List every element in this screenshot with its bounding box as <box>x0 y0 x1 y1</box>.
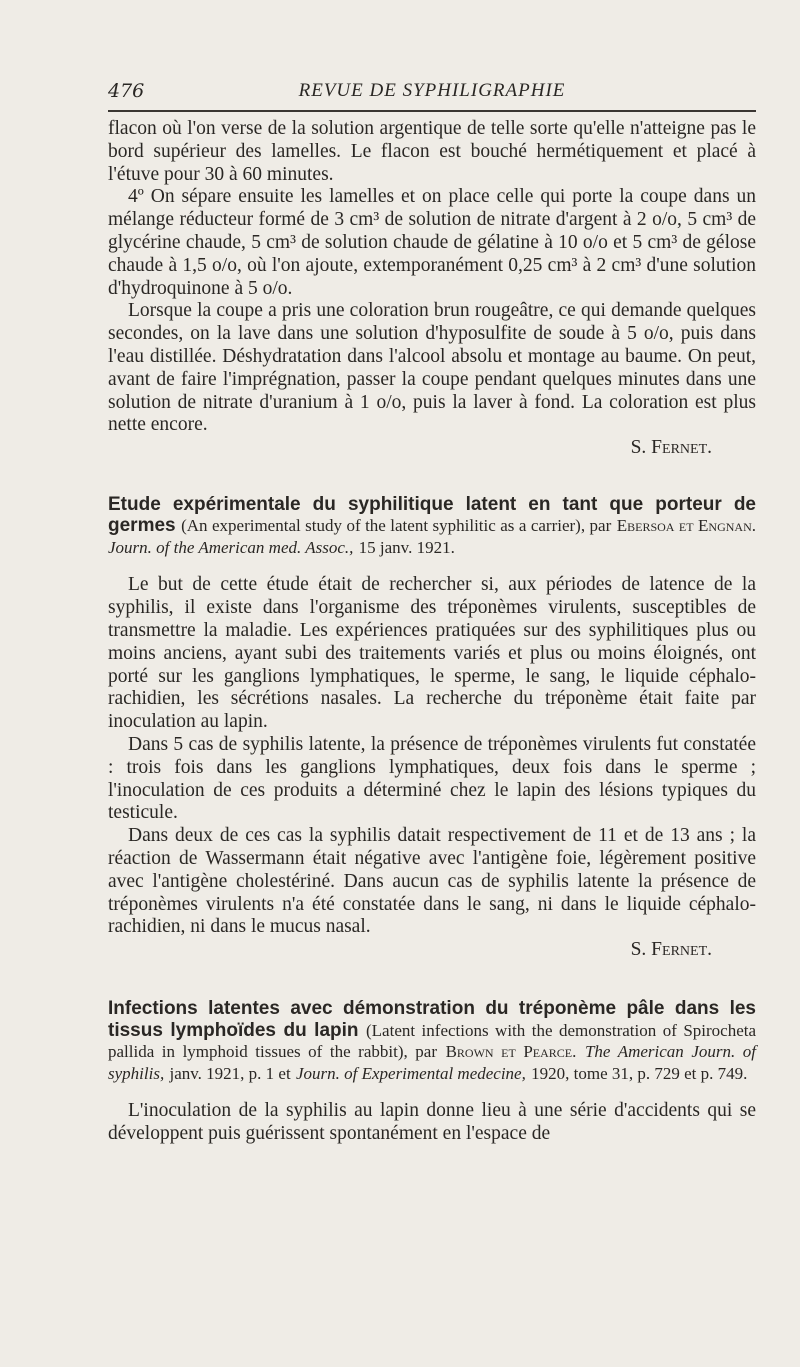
article-authors: Brown et Pearce. <box>445 1042 577 1061</box>
paragraph: 4º On sépare ensuite les lamelles et on place celle qui porte la coupe dans un mélange réducteur formé de 3 cm³ de solution de nitrate d'argent à 2 o/o, 5 cm³ de glycérine chaude, 5 cm³ de solution chaude de gélatine à 10 o/o et 5 cm³ de gélose chaude à 1,5 o/o, où l'on ajoute, extemporanément 0,25 cm³ à 2 cm³ d'une solution d'hydroquinone à 5 o/o. <box>108 186 756 299</box>
article-date: 15 janv. 1921. <box>358 537 455 557</box>
page-header <box>108 74 756 112</box>
article-heading <box>108 998 756 1084</box>
article-heading <box>108 494 756 559</box>
article-authors: Ebersoa et Engnan. <box>616 516 756 536</box>
page-body <box>108 118 756 1146</box>
paragraph: Le but de cette étude était de rechercher si, aux périodes de latence de la syphilis, il existe dans l'organisme des tréponèmes virulents, susceptibles de transmettre la maladie. Les expériences pratiquées sur des syphilitiques plus ou moins anciens, ayant subi des traitements variés et plus ou moins éloignés, ont porté sur les ganglions lymphatiques, le sperme, le sang, le liquide céphalo-rachidien, les sécrétions nasales. La recherche du tréponème était faite par inoculation au lapin. <box>108 574 756 733</box>
article-title: Etude expérimentale du syphilitique latent en tant que porteur de germes <box>108 493 756 537</box>
journal-name: The American Journ. of syphilis, <box>108 1042 757 1083</box>
running-head: REVUE DE SYPHILIGRAPHIE <box>298 80 566 101</box>
journal-name: Journ. of the American med. Assoc., <box>108 537 354 557</box>
signature-line <box>108 939 756 962</box>
paragraph: Dans 5 cas de syphilis latente, la présence de tréponèmes virulents fut constatée : trois fois dans les ganglions lymphatiques, deux fois dans le sperme ; l'inoculation de ces produits a déterminé chez le lapin des lésions typiques du testicule. <box>108 734 756 824</box>
article-title: Infections latentes avec démonstration du tréponème pâle dans les tissus lymphoïdes du lapin <box>108 998 756 1041</box>
paragraph: Lorsque la coupe a pris une coloration brun rougeâtre, ce qui demande quelques secondes, on la lave dans une solution d'hyposulfite de soude à 5 o/o, puis dans l'eau distillée. Déshydratation dans l'alcool absolu et montage au baume. On peut, avant de faire l'imprégnation, passer la coupe pendant quelques minutes dans une solution de nitrate d'uranium à 1 o/o, puis la laver à fond. La coloration est plus nette encore. <box>108 300 756 436</box>
spacer <box>108 1084 756 1100</box>
signature-line <box>108 437 756 460</box>
paragraph: flacon où l'on verse de la solution argentique de telle sorte qu'elle n'atteigne pas le bord supérieur des lamelles. Le flacon est bouché hermétiquement et placé à l'étuve pour 30 à 60 minutes. <box>108 118 756 185</box>
article-reference: (Latent infections with the demonstration of Spirocheta pallida in lymphoid tissues of the rabbit), par <box>108 1020 757 1061</box>
journal-name: Journ. of Experimental medecine, <box>295 1063 526 1083</box>
spacer <box>108 558 756 574</box>
article-reference: janv. 1921, p. 1 et <box>169 1063 291 1083</box>
article-reference: 1920, tome 31, p. 729 et p. 749. <box>531 1063 748 1083</box>
article-reference: (An experimental study of the latent syphilitic as a carrier), par <box>181 516 612 536</box>
page-number: 476 <box>108 80 145 102</box>
paragraph: L'inoculation de la syphilis au lapin donne lieu à une série d'accidents qui se développent puis guérissent spontanément en l'espace de <box>108 1100 756 1144</box>
paragraph: Dans deux de ces cas la syphilis datait respectivement de 11 et de 13 ans ; la réaction de Wassermann était négative avec l'antigène foie, légèrement positive avec l'antigène cholestériné. Dans aucun cas de syphilis latente la présence de tréponèmes virulents n'a été constatée dans le sang, ni dans le liquide céphalo-rachidien, ni dans le mucus nasal. <box>108 825 756 938</box>
author-signature: S. Fernet. <box>630 939 712 961</box>
author-signature: S. Fernet. <box>630 437 712 459</box>
